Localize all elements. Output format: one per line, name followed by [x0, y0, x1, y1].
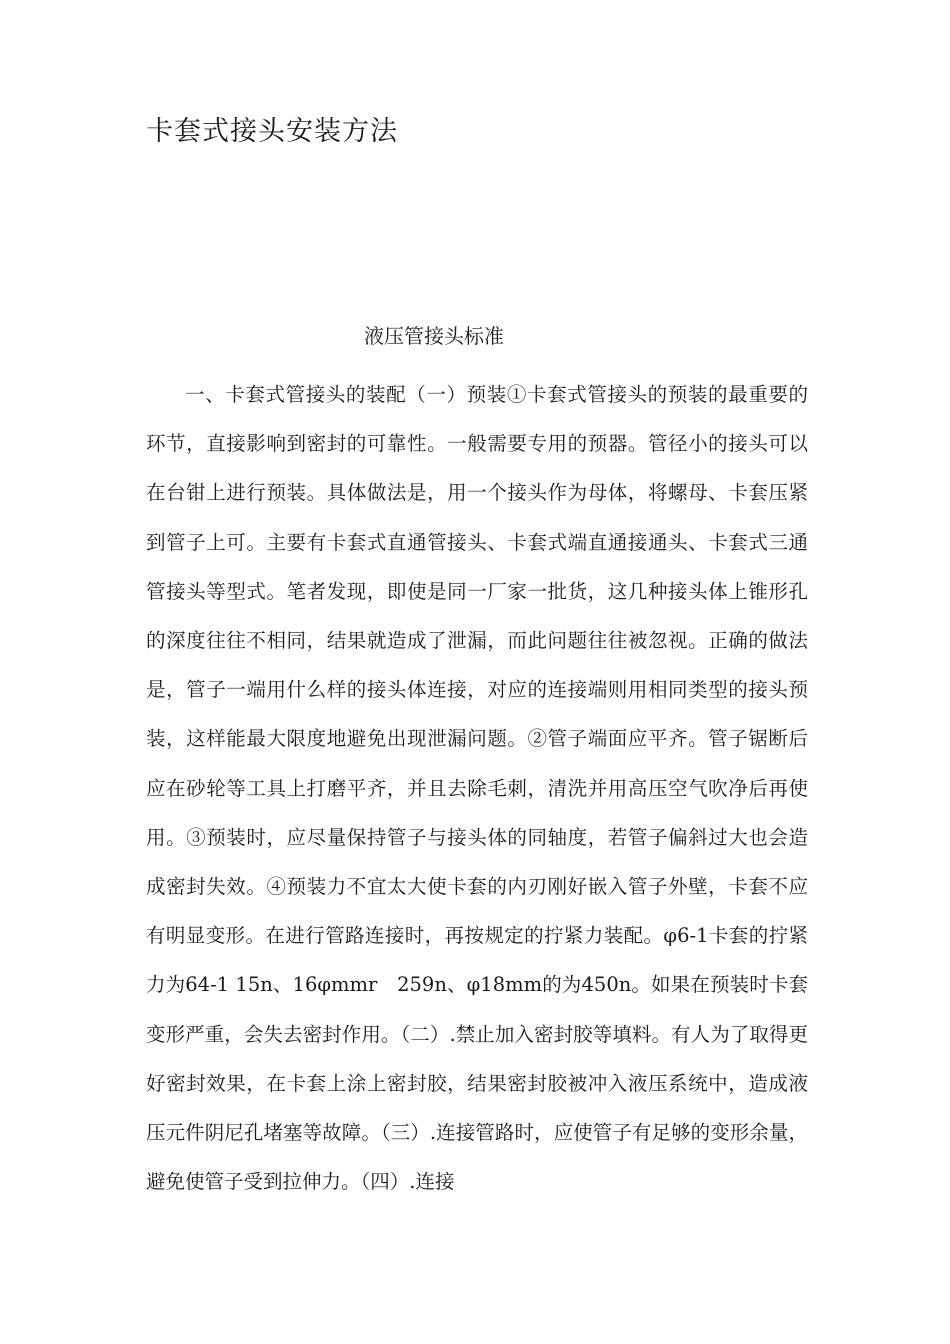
body-paragraph: 一、卡套式管接头的装配（一）预装①卡套式管接头的预装的最重要的环节，直接影响到密封的可靠性。一般需要专用的预器。管径小的接头可以在台钳上进行预装。具体做法是，用一个接头作为母体，将螺母、卡套压紧到管子上可。主要有卡套式直通管接头、卡套式端直通接通头、卡套式三通管接头等型式。笔者发现，即使是同一厂家一批货，这几种接头体上锥形孔的深度往往不相同，结果就造成了泄漏，而此问题往往被忽视。正确的做法是，管子一端用什么样的接头体连接，对应的连接端则用相同类型的接头预装，这样能最大限度地避免出现泄漏问题。②管子端面应平齐。管子锯断后应在砂轮等工具上打磨平齐，并且去除毛刺，清洗并用高压空气吹净后再使用。③预装时，应尽量保持管子与接头体的同轴度，若管子偏斜过大也会造成密封失效。④预装力不宜太大使卡套的内刃刚好嵌入管子外壁，卡套不应有明显变形。在进行管路连接时，再按规定的拧紧力装配。φ6-1卡套的拧紧力为64-1 15n、16φmmr 259n、φ18mm的为450n。如果在预装时卡套变形严重，会失去密封作用。（二）.禁止加入密封胶等填料。有人为了取得更好密封效果，在卡套上涂上密封胶，结果密封胶被冲入液压系统中，造成液压元件阴尼孔堵塞等故障。（三）.连接管路时，应使管子有足够的变形余量，避免使管子受到拉伸力。（四）.连接	[146, 383, 808, 1194]
document-title: 卡套式接头安装方法	[146, 116, 398, 147]
section-title: 液压管接头标准	[364, 324, 504, 348]
